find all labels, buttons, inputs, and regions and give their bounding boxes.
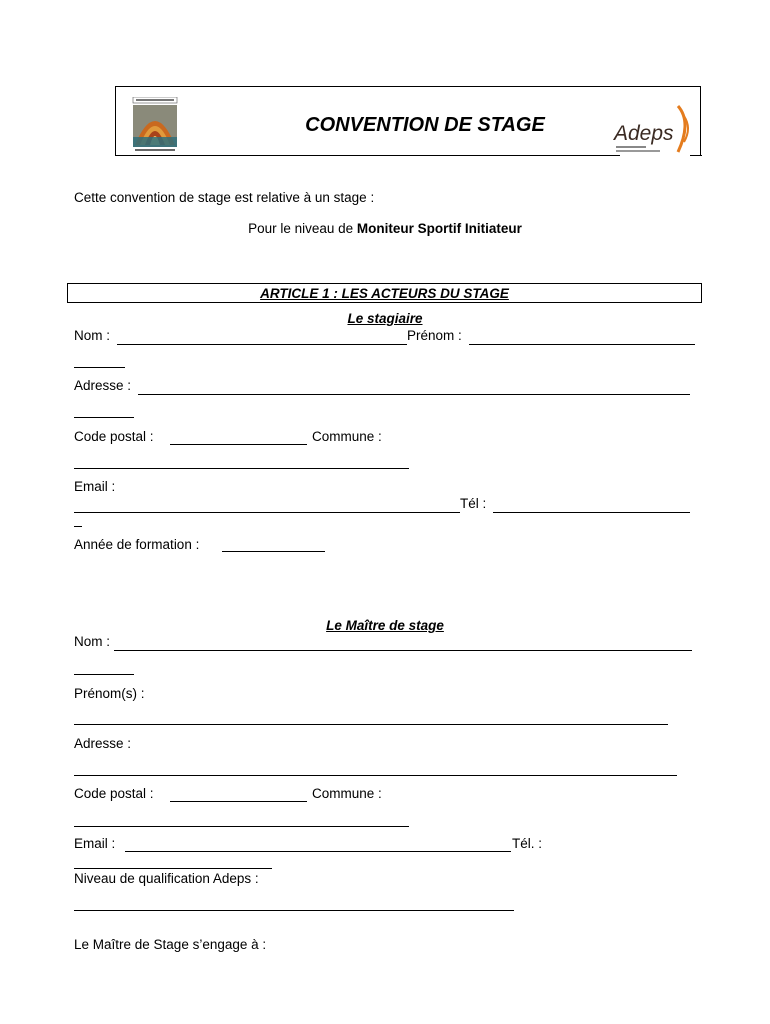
maitre-commune-label: Commune : [312, 786, 382, 801]
maitre-prenoms-field[interactable] [74, 724, 668, 725]
maitre-prenoms-label: Prénom(s) : [74, 686, 145, 701]
maitre-niveau-label: Niveau de qualification Adeps : [74, 871, 259, 886]
stagiaire-prenom-field[interactable] [469, 344, 695, 345]
stagiaire-commune-label: Commune : [312, 429, 382, 444]
maitre-email-field[interactable] [125, 851, 511, 852]
maitre-nom-field[interactable] [114, 650, 692, 651]
federation-logo-icon [131, 97, 183, 157]
stagiaire-email-label: Email : [74, 479, 116, 494]
maitre-code-postal-label: Code postal : [74, 786, 154, 801]
intro-text: Cette convention de stage est relative à un stage : [74, 190, 375, 205]
stagiaire-prenom-label: Prénom : [407, 328, 462, 343]
maitre-code-postal-field[interactable] [170, 801, 307, 802]
header-divider [115, 155, 620, 156]
maitre-adresse-label: Adresse : [74, 736, 132, 751]
stagiaire-annee-field[interactable] [222, 551, 325, 552]
maitre-adresse-field[interactable] [74, 775, 677, 776]
stagiaire-tel-label: Tél : [460, 496, 487, 511]
maitre-nom-label: Nom : [74, 634, 111, 649]
niveau-line [0, 221, 770, 236]
stagiaire-tel-field-continued[interactable] [74, 526, 82, 527]
stagiaire-annee-label: Année de formation : [74, 537, 200, 552]
adeps-brand-text: Adeps [614, 122, 674, 145]
stagiaire-prenom-field-continued[interactable] [74, 367, 125, 368]
stagiaire-title: Le stagiaire [347, 311, 423, 326]
maitre-engage-text: Le Maître de Stage s’engage à : [74, 937, 267, 952]
stagiaire-adresse-field-continued[interactable] [74, 417, 134, 418]
stagiaire-adresse-label: Adresse : [74, 378, 132, 393]
maitre-tel-field[interactable] [74, 868, 272, 869]
maitre-nom-field-continued[interactable] [74, 674, 134, 675]
niveau-value: Moniteur Sportif Initiateur [356, 221, 522, 236]
maitre-email-label: Email : [74, 836, 116, 851]
article-title: ARTICLE 1 : LES ACTEURS DU STAGE [260, 286, 509, 301]
niveau-prefix: Pour le niveau de [248, 221, 357, 236]
stagiaire-adresse-field[interactable] [138, 394, 690, 395]
stagiaire-nom-field[interactable] [117, 344, 407, 345]
maitre-title: Le Maître de stage [326, 618, 444, 633]
page-title: CONVENTION DE STAGE [305, 114, 545, 136]
stagiaire-commune-field[interactable] [74, 468, 409, 469]
stagiaire-nom-label: Nom : [74, 328, 111, 343]
maitre-niveau-field[interactable] [74, 910, 514, 911]
adeps-logo-icon [612, 102, 694, 158]
maitre-tel-label: Tél. : [512, 836, 543, 851]
stagiaire-email-field[interactable] [74, 512, 460, 513]
stagiaire-code-postal-field[interactable] [170, 444, 307, 445]
maitre-commune-field[interactable] [74, 826, 409, 827]
stagiaire-tel-field[interactable] [493, 512, 690, 513]
stagiaire-code-postal-label: Code postal : [74, 429, 154, 444]
